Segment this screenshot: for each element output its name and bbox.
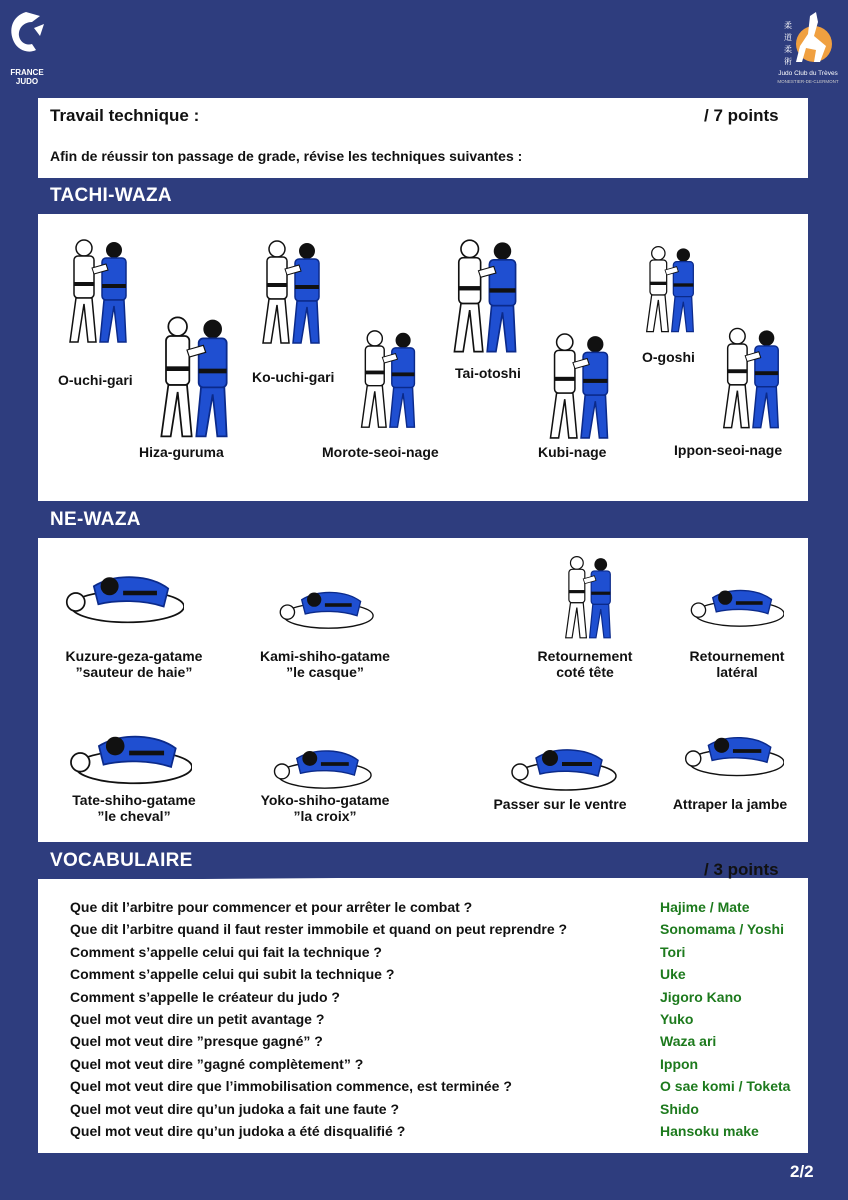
- svg-text:道: 道: [784, 33, 792, 42]
- france-judo-logo: [6, 8, 46, 88]
- tachi-waza-title: TACHI-WAZA: [50, 185, 172, 206]
- tachi-label: Kubi-nage: [538, 444, 607, 460]
- kuzure-geza-gatame-figure: [60, 555, 184, 631]
- hiza-guruma-figure: [150, 315, 238, 441]
- ne-waza-title: NE-WAZA: [50, 509, 141, 530]
- technique-intro: Afin de réussir ton passage de grade, révise les techniques suivantes :: [50, 148, 523, 164]
- club-location: MONESTIER-DE-CLERMONT: [777, 79, 839, 84]
- tachi-label: O-goshi: [642, 349, 695, 365]
- vocab-question: Quel mot veut dire ”presque gagné” ?: [70, 1033, 323, 1050]
- vocab-answer: Hajime / Mate: [660, 899, 750, 915]
- svg-text:術: 術: [784, 57, 792, 66]
- france-judo-logo-text: FRANCE JUDO: [10, 68, 44, 86]
- vocab-answer: Sonomama / Yoshi: [660, 921, 784, 938]
- club-logo: [770, 6, 846, 90]
- svg-text:柔: 柔: [784, 45, 792, 54]
- vocab-question: Quel mot veut dire que l’immobilisation commence, est terminée ?: [70, 1078, 512, 1095]
- tai-otoshi-figure: [432, 238, 538, 356]
- vocab-answer: Shido: [660, 1100, 699, 1117]
- vocab-question: Comment s’appelle celui qui fait la technique ?: [70, 943, 382, 960]
- vocab-answer: Jigoro Kano: [660, 988, 742, 1005]
- tachi-label: Ippon-seoi-nage: [674, 442, 783, 458]
- tachi-label: Tai-otoshi: [455, 365, 521, 381]
- vocab-answer: O sae komi / Toketa: [660, 1078, 791, 1095]
- kubi-nage-figure: [534, 332, 624, 442]
- retournement-lateral-figure: [686, 572, 784, 634]
- technique-header-panel: [38, 98, 808, 178]
- ne-label: Passer sur le ventre: [493, 796, 627, 812]
- vocab-question: Comment s’appelle le créateur du judo ?: [70, 988, 340, 1005]
- vocabulaire-band: [38, 843, 338, 879]
- ne-label: Retournement coté tête: [537, 648, 633, 680]
- technique-points: / 7 points: [704, 106, 779, 125]
- vocab-question: Comment s’appelle celui qui subit la technique ?: [70, 966, 395, 983]
- passer-sur-le-ventre-figure: [486, 736, 636, 792]
- tachi-label: Ko-uchi-gari: [252, 369, 335, 385]
- ne-label: Retournement latéral: [689, 648, 785, 680]
- ne-label: Attraper la jambe: [672, 796, 788, 812]
- ko-uchi-gari-figure: [255, 238, 327, 348]
- club-name: Judo Club du Trèves: [778, 70, 838, 77]
- vocabulaire-title: VOCABULAIRE: [50, 850, 193, 871]
- page-number: 2/2: [790, 1162, 814, 1181]
- yoko-shiho-gatame-figure: [250, 738, 390, 790]
- vocab-answer: Hansoku make: [660, 1123, 759, 1139]
- tate-shiho-gatame-figure: [64, 718, 192, 788]
- vocab-question: Quel mot veut dire ”gagné complètement” ?: [70, 1055, 364, 1072]
- ippon-seoi-nage-figure: [716, 315, 786, 443]
- vocab-question: Que dit l’arbitre quand il faut rester immobile et quand on peut reprendre ?: [70, 921, 568, 938]
- tachi-label: Hiza-guruma: [139, 444, 224, 460]
- attraper-la-jambe-figure: [680, 716, 784, 786]
- tachi-waza-band: [38, 178, 338, 214]
- o-goshi-figure: [640, 240, 700, 340]
- retournement-cote-tete-figure: [528, 555, 648, 641]
- ne-label: Yoko-shiho-gatame ”la croix”: [260, 792, 390, 824]
- morote-seoi-nage-figure: [354, 320, 422, 440]
- ne-label: Kuzure-geza-gatame ”sauteur de haie”: [65, 648, 203, 680]
- ne-label: Kami-shiho-gatame ”le casque”: [260, 648, 390, 680]
- vocab-answer: Uke: [660, 966, 686, 983]
- vocab-question: Quel mot veut dire qu’un judoka a été disqualifié ?: [70, 1123, 406, 1139]
- o-uchi-gari-figure: [62, 238, 134, 346]
- ne-label: Tate-shiho-gatame ”le cheval”: [72, 792, 196, 824]
- ne-waza-band: [38, 502, 338, 538]
- tachi-label: O-uchi-gari: [58, 372, 133, 388]
- vocab-question: Quel mot veut dire un petit avantage ?: [70, 1011, 325, 1027]
- vocab-answer: Ippon: [660, 1055, 699, 1072]
- tachi-label: Morote-seoi-nage: [322, 444, 439, 460]
- kami-shiho-gatame-figure: [234, 580, 414, 630]
- vocab-answer: Waza ari: [660, 1033, 717, 1050]
- svg-text:柔: 柔: [784, 21, 792, 30]
- vocab-answer: Yuko: [660, 1011, 694, 1027]
- technique-title: Travail technique :: [50, 106, 200, 125]
- vocabulaire-points: / 3 points: [704, 860, 779, 879]
- vocab-answer: Tori: [660, 943, 686, 960]
- vocab-question: Quel mot veut dire qu’un judoka a fait une faute ?: [70, 1100, 400, 1117]
- vocab-question: Que dit l’arbitre pour commencer et pour arrêter le combat ?: [70, 899, 473, 915]
